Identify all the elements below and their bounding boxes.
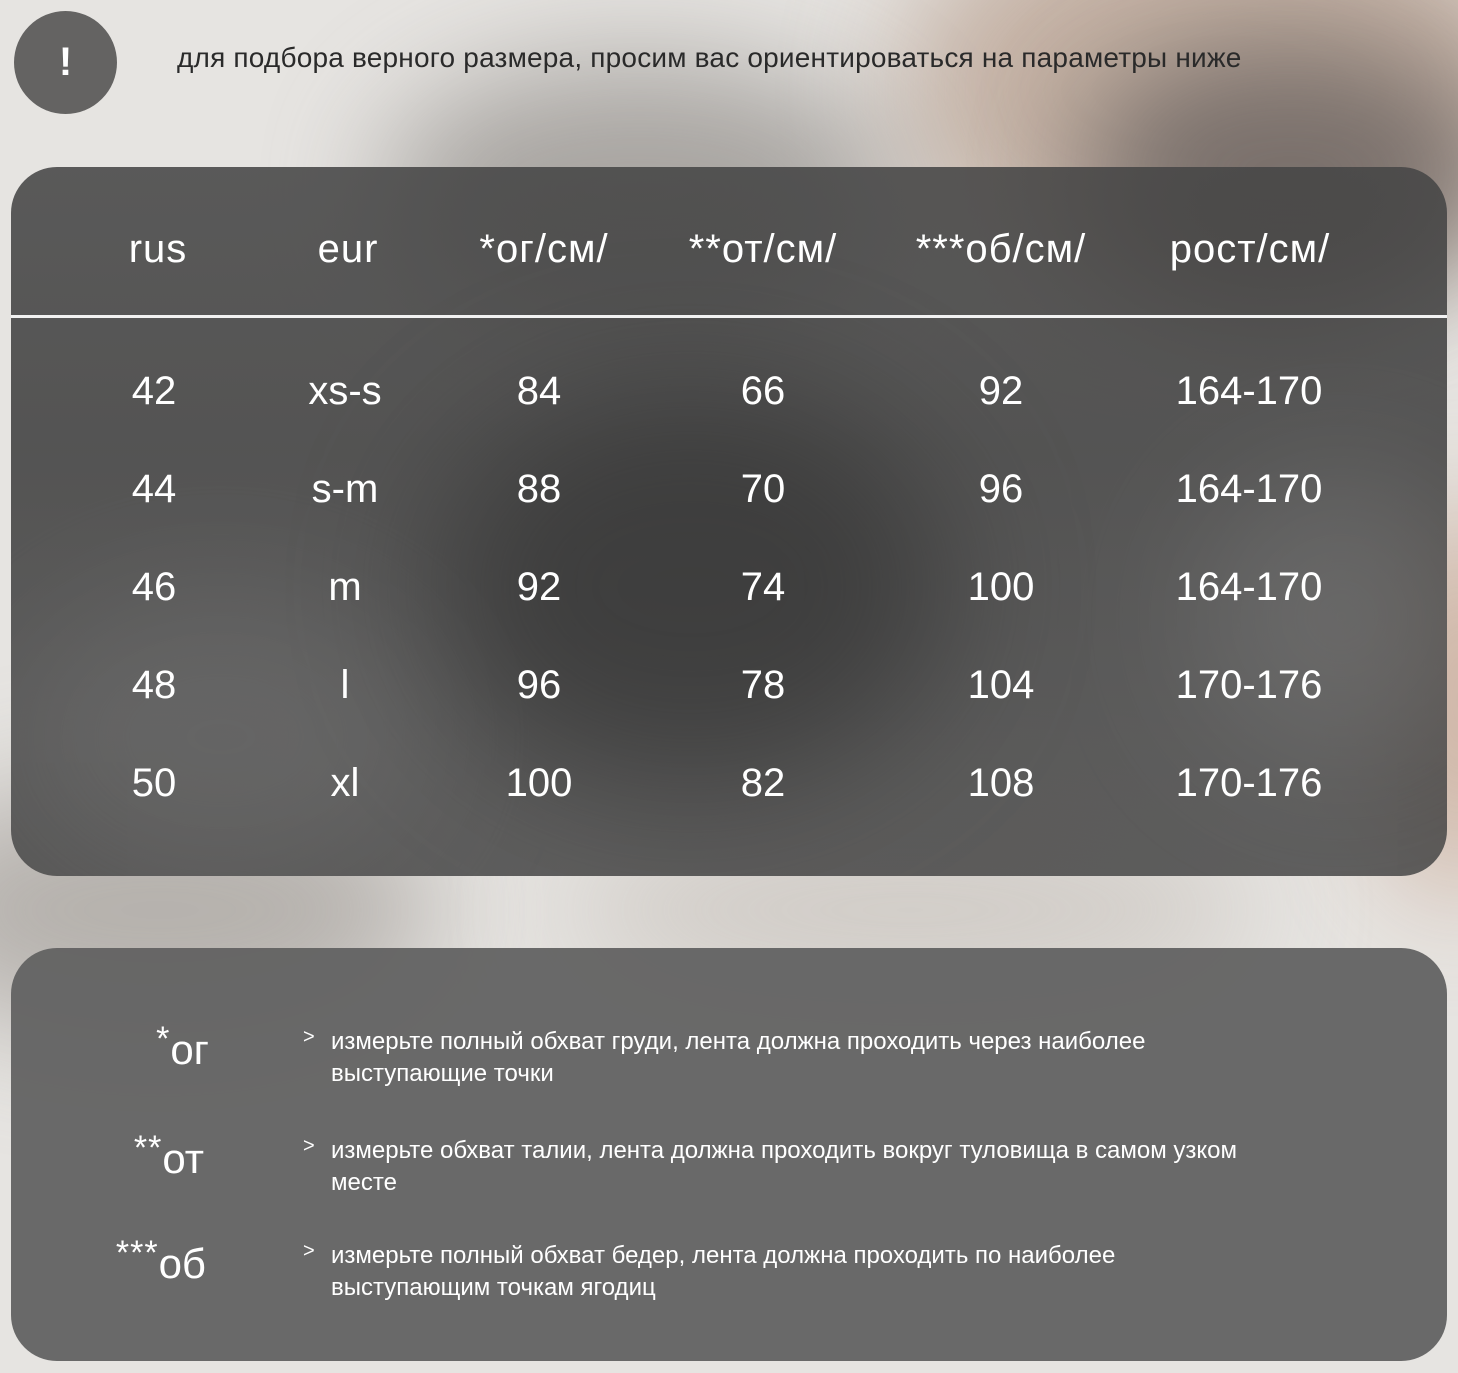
cell-rus: 50: [131, 761, 177, 805]
cell-eur: m: [328, 565, 362, 609]
table-header-row: [11, 227, 1447, 287]
cell-height: 164-170: [1175, 565, 1323, 609]
cell-chest: 96: [516, 663, 562, 707]
measurement-legend: [11, 948, 1447, 1361]
notice-text: для подбора верного размера, просим вас ориентироваться на параметры ниже: [177, 42, 1242, 73]
cell-rus: 44: [131, 467, 177, 511]
cell-hips: 108: [967, 761, 1035, 805]
legend-term-label: об: [158, 1240, 206, 1287]
header-divider: [11, 315, 1447, 318]
cell-height: 164-170: [1175, 467, 1323, 511]
legend-term: [134, 1129, 204, 1183]
legend-description: измерьте полный обхват груди, лента должна проходить через наиболее выступающие точки: [331, 1028, 1146, 1087]
table-row: [11, 369, 1447, 419]
legend-description: измерьте обхват талии, лента должна проходить вокруг туловища в самом узком месте: [331, 1137, 1237, 1196]
legend-term-label: ог: [170, 1026, 209, 1073]
cell-chest: 84: [516, 369, 562, 413]
table-row: [11, 663, 1447, 713]
size-table: [11, 167, 1447, 876]
cell-chest: 92: [516, 565, 562, 609]
legend-term-label: от: [162, 1135, 204, 1182]
cell-hips: 104: [967, 663, 1035, 707]
cell-rus: 46: [131, 565, 177, 609]
cell-eur: l: [340, 663, 350, 707]
header-hips: ***об/см/: [915, 227, 1087, 271]
header-height: рост/см/: [1169, 227, 1331, 271]
legend-description: измерьте полный обхват бедер, лента должна проходить по наиболее выступающим точкам ягодиц: [331, 1242, 1116, 1301]
table-row: [11, 761, 1447, 811]
cell-rus: 42: [131, 369, 177, 413]
legend-term: [116, 1234, 206, 1288]
legend-item-chest: [11, 1020, 1447, 1110]
table-row: [11, 565, 1447, 615]
header-chest: *ог/см/: [479, 227, 609, 271]
cell-height: 164-170: [1175, 369, 1323, 413]
cell-waist: 66: [740, 369, 786, 413]
header-eur: eur: [317, 227, 379, 271]
legend-item-hips: [11, 1234, 1447, 1324]
cell-chest: 88: [516, 467, 562, 511]
header-waist: **от/см/: [688, 227, 838, 271]
legend-stars: ***: [115, 1234, 159, 1272]
cell-height: 170-176: [1175, 761, 1323, 805]
cell-waist: 74: [740, 565, 786, 609]
cell-rus: 48: [131, 663, 177, 707]
legend-stars: *: [156, 1020, 171, 1058]
cell-chest: 100: [505, 761, 573, 805]
cell-eur: s-m: [311, 467, 379, 511]
cell-hips: 92: [978, 369, 1024, 413]
chevron-right-icon: >: [303, 1135, 315, 1157]
cell-waist: 70: [740, 467, 786, 511]
cell-eur: xl: [330, 761, 360, 805]
cell-waist: 78: [740, 663, 786, 707]
cell-hips: 96: [978, 467, 1024, 511]
table-row: [11, 467, 1447, 517]
cell-height: 170-176: [1175, 663, 1323, 707]
header-rus: rus: [128, 227, 188, 271]
exclamation-icon: !: [14, 11, 117, 114]
cell-hips: 100: [967, 565, 1035, 609]
legend-term: [156, 1020, 209, 1074]
cell-eur: xs-s: [308, 369, 382, 413]
chevron-right-icon: >: [303, 1026, 315, 1048]
legend-stars: **: [133, 1129, 163, 1167]
cell-waist: 82: [740, 761, 786, 805]
chevron-right-icon: >: [303, 1240, 315, 1262]
legend-item-waist: [11, 1129, 1447, 1219]
